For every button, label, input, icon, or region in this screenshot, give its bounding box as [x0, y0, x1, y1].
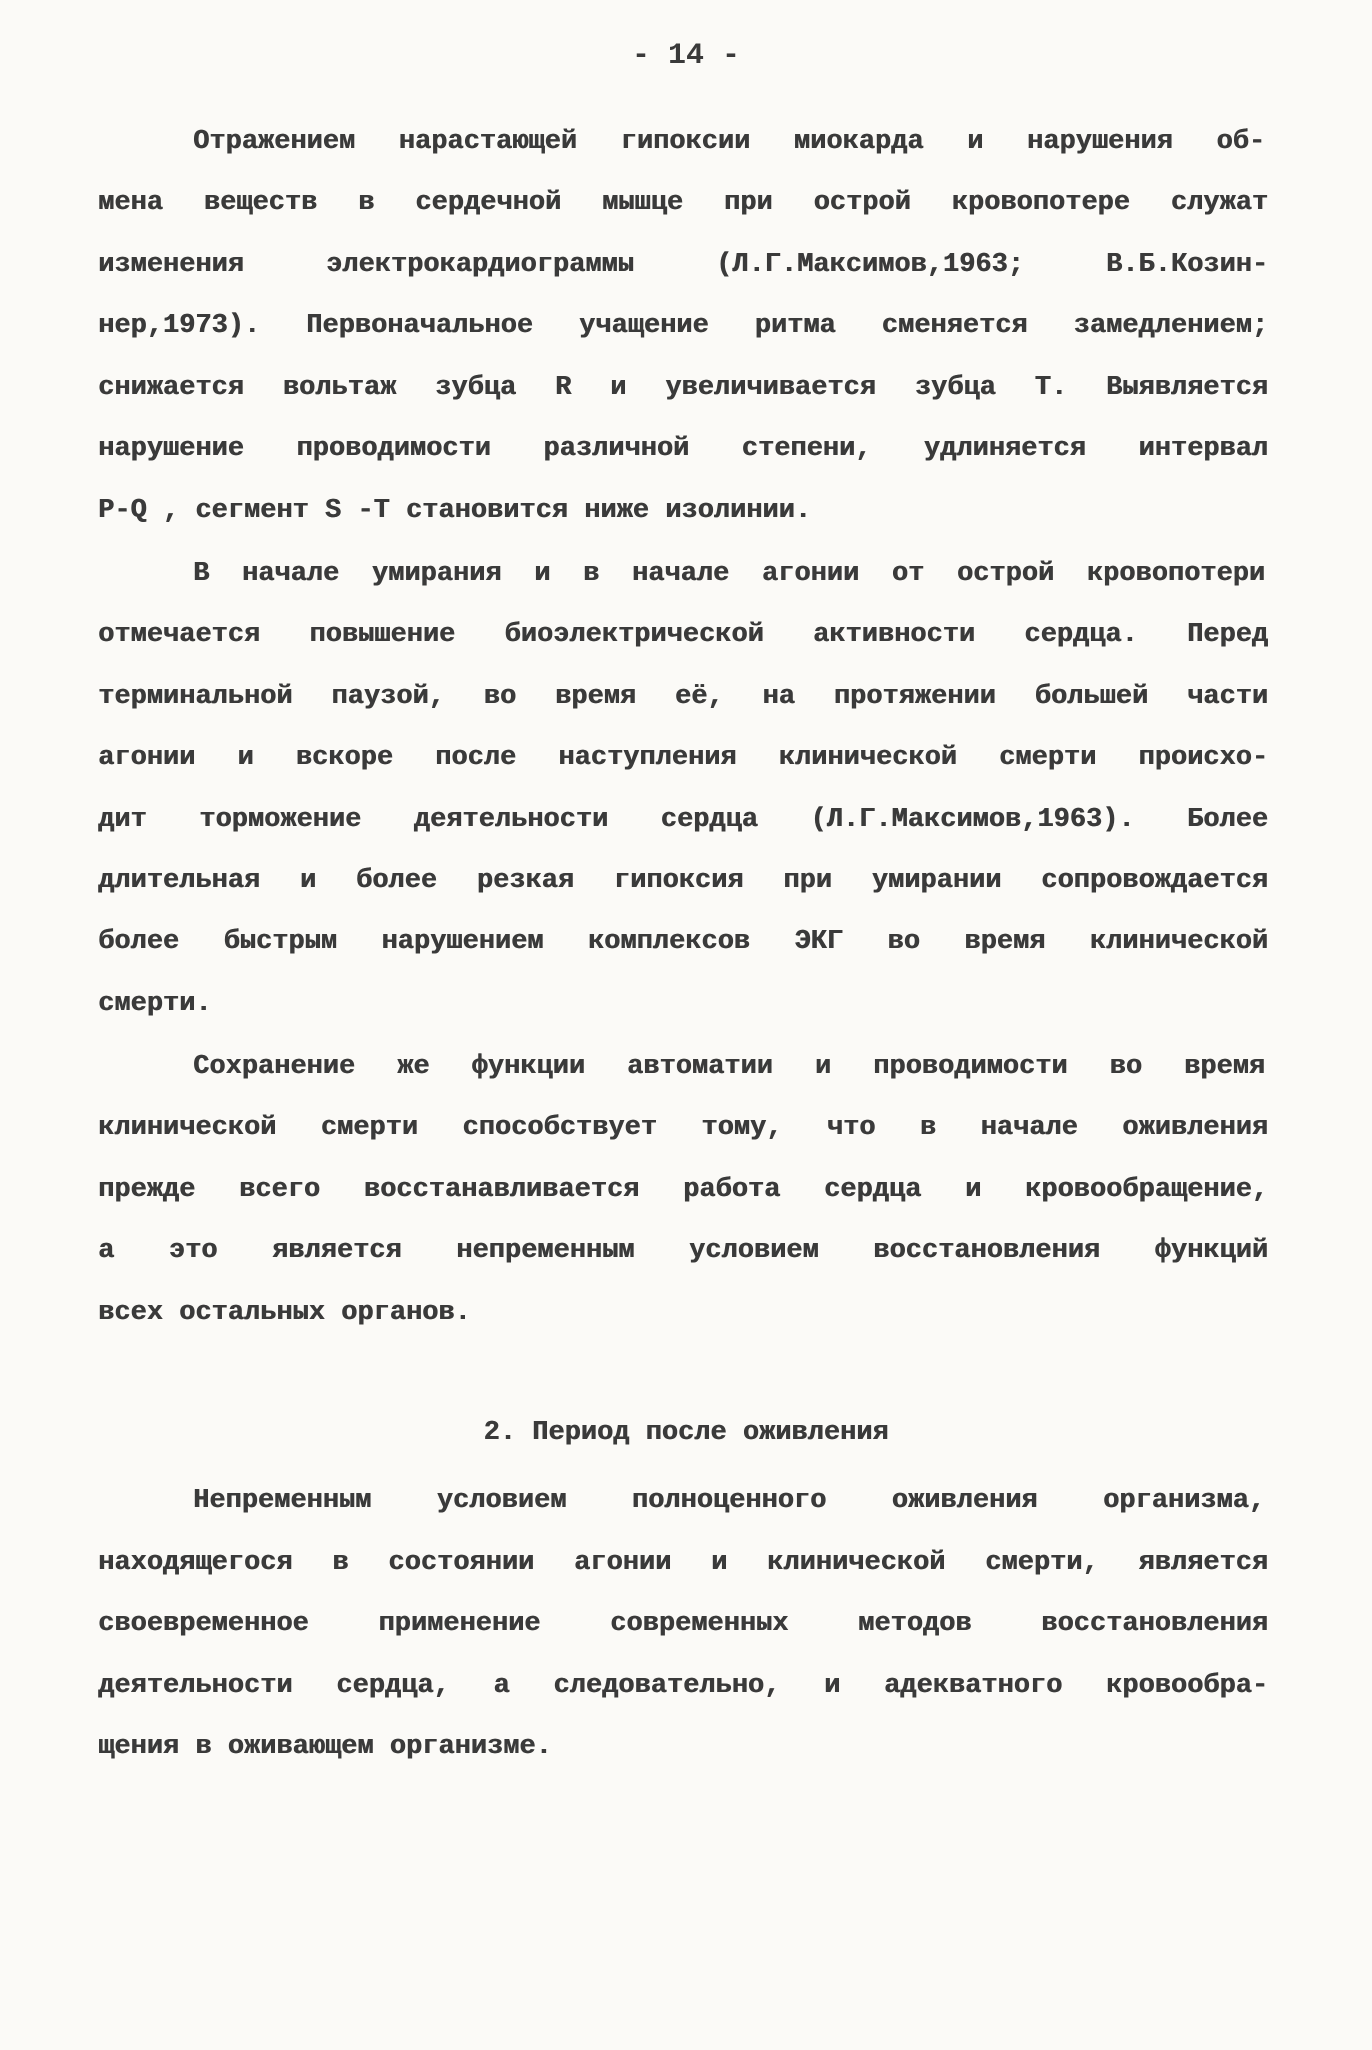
section-paragraph-line-1: Непременным условием полноценного оживления организма,: [193, 1486, 1265, 1516]
paragraph-2-line-7: более быстрым нарушением комплексов ЭКГ во время клинической: [98, 927, 1268, 957]
paragraph-3-line-1: Сохранение же функции автоматии и проводимости во время: [193, 1052, 1265, 1082]
paragraph-2-line-4: агонии и вскоре после наступления клинической смерти происхо-: [98, 743, 1268, 773]
paragraph-2-line-6: длительная и более резкая гипоксия при умирании сопровождается: [98, 866, 1268, 896]
paragraph-2-line-5: дит торможение деятельности сердца (Л.Г.Максимов,1963). Более: [98, 805, 1268, 835]
paragraph-2-line-1: В начале умирания и в начале агонии от острой кровопотери: [193, 559, 1265, 589]
paragraph-3-line-4: а это является непременным условием восстановления функций: [98, 1236, 1268, 1266]
paragraph-2-line-2: отмечается повышение биоэлектрической активности сердца. Перед: [98, 620, 1268, 650]
paragraph-1-line-6: нарушение проводимости различной степени, удлиняется интервал: [98, 434, 1268, 464]
paragraph-2-line-8: смерти.: [98, 989, 212, 1019]
paragraph-3-line-5: всех остальных органов.: [98, 1298, 471, 1328]
paragraph-2-line-3: терминальной паузой, во время её, на протяжении большей части: [98, 682, 1268, 712]
paragraph-1-line-4: нер,1973). Первоначальное учащение ритма сменяется замедлением;: [98, 311, 1268, 341]
page-number: - 14 -: [631, 39, 741, 73]
section-paragraph-line-5: щения в оживающем организме.: [98, 1732, 552, 1762]
paragraph-3-line-2: клинической смерти способствует тому, что в начале оживления: [98, 1113, 1268, 1143]
paragraph-1-line-5: снижается вольтаж зубца R и увеличивается зубца Т. Выявляется: [98, 373, 1268, 403]
paragraph-1-line-7: P-Q , сегмент S -T становится ниже изолинии.: [98, 496, 811, 526]
paragraph-1-line-1: Отражением нарастающей гипоксии миокарда и нарушения об-: [193, 127, 1265, 157]
section-heading: 2. Период после оживления: [483, 1418, 889, 1448]
section-paragraph-line-2: находящегося в состоянии агонии и клинической смерти, является: [98, 1548, 1268, 1578]
paragraph-3-line-3: прежде всего восстанавливается работа сердца и кровообращение,: [98, 1175, 1268, 1205]
paragraph-1-line-2: мена веществ в сердечной мышце при острой кровопотере служат: [98, 188, 1268, 218]
paragraph-1-line-3: изменения электрокардиограммы (Л.Г.Максимов,1963; В.Б.Козин-: [98, 250, 1268, 280]
section-paragraph-line-4: деятельности сердца, а следовательно, и адекватного кровообра-: [98, 1671, 1268, 1701]
section-paragraph-line-3: своевременное применение современных методов восстановления: [98, 1609, 1268, 1639]
